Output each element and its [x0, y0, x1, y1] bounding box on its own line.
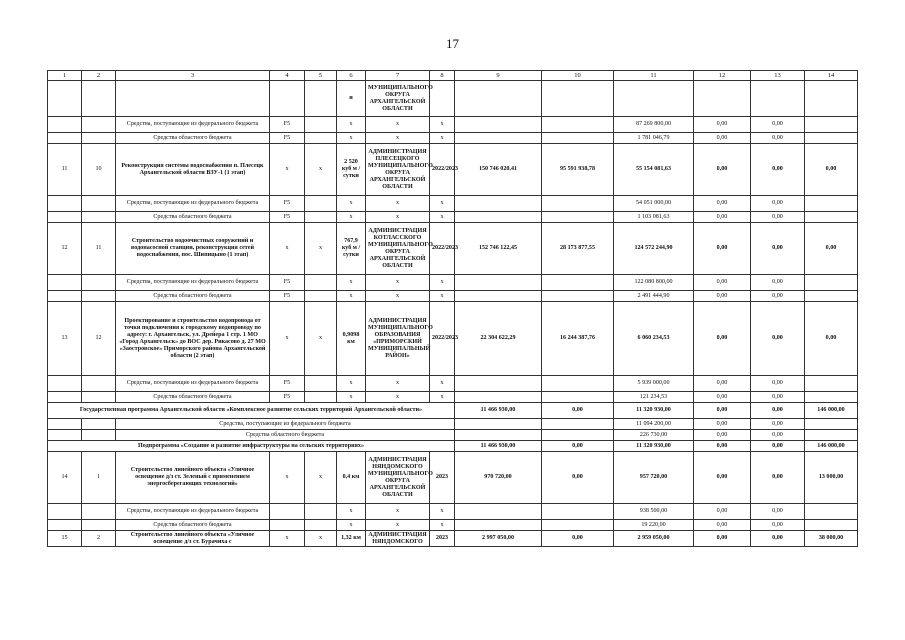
table-cell — [805, 504, 858, 520]
table-cell: 0,00 — [751, 133, 805, 144]
table-cell — [305, 520, 337, 531]
table-cell: 0,00 — [751, 196, 805, 212]
table-cell — [305, 196, 337, 212]
table-cell: 11 094 200,00 — [614, 419, 694, 430]
table-cell: 55 154 081,63 — [614, 144, 694, 196]
table-cell: 0,00 — [751, 392, 805, 403]
table-cell: x — [337, 196, 366, 212]
table-cell — [430, 81, 455, 117]
table-cell — [48, 212, 82, 223]
table-cell — [270, 520, 305, 531]
table-cell: 938 500,00 — [614, 504, 694, 520]
table-cell — [455, 117, 542, 133]
table-cell: 0,00 — [694, 196, 751, 212]
table-cell: x — [366, 196, 430, 212]
table-cell: Средства областного бюджета — [116, 133, 270, 144]
table-cell — [305, 376, 337, 392]
table-cell: x — [366, 504, 430, 520]
table-cell — [455, 376, 542, 392]
table-cell — [805, 392, 858, 403]
table-cell: 2 997 050,00 — [455, 531, 542, 547]
table-cell — [82, 291, 116, 302]
table-cell: 11 — [48, 144, 82, 196]
table-cell — [455, 419, 542, 430]
table-cell: 0,00 — [694, 275, 751, 291]
table-cell: x — [337, 376, 366, 392]
table-cell — [542, 419, 614, 430]
table-cell — [48, 291, 82, 302]
table-row — [48, 302, 858, 376]
table-row — [48, 452, 858, 504]
table-cell: x — [366, 291, 430, 302]
table-cell: 0,00 — [751, 302, 805, 376]
budget-table — [47, 70, 858, 547]
table-cell: x — [270, 302, 305, 376]
table-cell: F5 — [270, 275, 305, 291]
table-cell: 54 051 000,00 — [614, 196, 694, 212]
table-cell: x — [337, 117, 366, 133]
table-cell: x — [430, 133, 455, 144]
table-cell: 16 244 387,76 — [542, 302, 614, 376]
table-row — [48, 531, 858, 547]
table-row — [48, 430, 858, 441]
table-cell: 13 — [48, 302, 82, 376]
column-header: 11 — [614, 71, 694, 81]
table-row — [48, 81, 858, 117]
table-cell: 146 000,00 — [805, 403, 858, 419]
table-cell — [805, 291, 858, 302]
table-header-row — [48, 71, 858, 81]
table-cell: 150 746 020,41 — [455, 144, 542, 196]
table-cell: Реконструкция системы водоснабжения п. Плесецк Архангельской области ВЗУ-1 (1 этап) — [116, 144, 270, 196]
table-cell — [116, 81, 270, 117]
table-cell — [542, 392, 614, 403]
table-row — [48, 223, 858, 275]
table-cell: x — [430, 291, 455, 302]
table-cell — [455, 520, 542, 531]
table-cell: 0,00 — [751, 520, 805, 531]
table-cell: 2022/2023 — [430, 144, 455, 196]
table-cell — [542, 504, 614, 520]
table-cell — [48, 133, 82, 144]
table-cell — [270, 504, 305, 520]
table-cell — [305, 392, 337, 403]
table-cell: 0,00 — [694, 520, 751, 531]
table-cell: 2 959 050,00 — [614, 531, 694, 547]
table-row — [48, 275, 858, 291]
table-row — [48, 117, 858, 133]
table-cell — [455, 275, 542, 291]
table-cell: АДМИНИСТРАЦИЯ ПЛЕСЕЦКОГО МУНИЦИПАЛЬНОГО ОКРУГА АРХАНГЕЛЬСКОЙ ОБЛАСТИ — [366, 144, 430, 196]
table-cell: 1 — [82, 452, 116, 504]
table-cell — [455, 430, 542, 441]
table-cell — [805, 196, 858, 212]
table-cell: x — [305, 452, 337, 504]
table-cell — [82, 430, 116, 441]
table-cell — [542, 212, 614, 223]
table-row — [48, 291, 858, 302]
table-cell — [305, 81, 337, 117]
table-cell — [82, 376, 116, 392]
table-cell — [82, 196, 116, 212]
table-cell: x — [270, 531, 305, 547]
table-cell: Строительство линейного объекта «Уличное освещение д/з ст. Бурачиха с — [116, 531, 270, 547]
table-cell: 11 466 930,00 — [455, 403, 542, 419]
table-cell: Средства, поступающие из федерального бюджета — [116, 376, 270, 392]
table-cell: 0,00 — [694, 430, 751, 441]
table-cell: x — [366, 520, 430, 531]
table-cell: 22 304 622,29 — [455, 302, 542, 376]
table-cell — [805, 430, 858, 441]
table-cell: 11 466 930,00 — [455, 441, 542, 452]
table-cell: 124 572 244,90 — [614, 223, 694, 275]
table-cell — [270, 81, 305, 117]
table-cell — [614, 81, 694, 117]
table-cell: 12 — [48, 223, 82, 275]
table-cell: x — [430, 196, 455, 212]
table-cell: 2 491 444,90 — [614, 291, 694, 302]
table-cell: АДМИНИСТРАЦИЯ НЯНДОМСКОГО МУНИЦИПАЛЬНОГО ОКРУГА АРХАНГЕЛЬСКОЙ ОБЛАСТИ — [366, 452, 430, 504]
table-cell: 0,00 — [694, 441, 751, 452]
table-cell — [305, 117, 337, 133]
table-cell: 0,00 — [542, 452, 614, 504]
table-cell: 2022/2023 — [430, 223, 455, 275]
table-cell: F5 — [270, 392, 305, 403]
table-cell — [305, 212, 337, 223]
table-cell: x — [305, 531, 337, 547]
column-header: 8 — [430, 71, 455, 81]
table-cell: 0,00 — [751, 452, 805, 504]
table-cell: 0,4 км — [337, 452, 366, 504]
table-cell: 0,00 — [694, 144, 751, 196]
table-cell: Средства, поступающие из федерального бюджета — [116, 419, 455, 430]
table-cell: F5 — [270, 291, 305, 302]
table-cell: Средства, поступающие из федерального бюджета — [116, 504, 270, 520]
column-header: 9 — [455, 71, 542, 81]
table-cell — [82, 419, 116, 430]
table-cell: 0,00 — [805, 144, 858, 196]
table-cell — [542, 275, 614, 291]
table-cell: МУНИЦИПАЛЬНОГО ОКРУГА АРХАНГЕЛЬСКОЙ ОБЛАСТИ — [366, 81, 430, 117]
table-cell: 0,00 — [694, 504, 751, 520]
table-row — [48, 376, 858, 392]
table-cell: x — [366, 376, 430, 392]
table-cell: x — [337, 133, 366, 144]
table-cell: Средства, поступающие из федерального бюджета — [116, 196, 270, 212]
table-cell — [805, 81, 858, 117]
table-cell: 11 320 930,00 — [614, 403, 694, 419]
table-cell: x — [270, 223, 305, 275]
table-cell: 0,00 — [694, 223, 751, 275]
table-cell: x — [337, 291, 366, 302]
table-cell — [455, 291, 542, 302]
table-cell: 28 173 877,55 — [542, 223, 614, 275]
table-cell: 146 000,00 — [805, 441, 858, 452]
column-header: 14 — [805, 71, 858, 81]
table-cell: 0,00 — [694, 376, 751, 392]
table-cell: x — [430, 275, 455, 291]
table-cell — [805, 212, 858, 223]
table-cell: Средства областного бюджета — [116, 520, 270, 531]
table-cell: Средства, поступающие из федерального бюджета — [116, 275, 270, 291]
table-cell: 0,00 — [751, 376, 805, 392]
column-header: 2 — [82, 71, 116, 81]
table-cell: x — [270, 452, 305, 504]
table-cell: x — [430, 117, 455, 133]
table-cell — [694, 81, 751, 117]
table-row — [48, 419, 858, 430]
table-cell: 0,00 — [694, 302, 751, 376]
table-cell: 226 730,00 — [614, 430, 694, 441]
table-cell: 12 — [82, 302, 116, 376]
table-cell: 0,00 — [542, 531, 614, 547]
table-cell — [542, 133, 614, 144]
table-cell: 0,00 — [542, 441, 614, 452]
table-cell: 957 720,00 — [614, 452, 694, 504]
table-cell: 11 320 930,00 — [614, 441, 694, 452]
table-cell: 0,00 — [751, 504, 805, 520]
table-cell — [82, 392, 116, 403]
table-cell: 0,00 — [694, 133, 751, 144]
table-cell — [455, 212, 542, 223]
table-cell — [542, 196, 614, 212]
table-cell: 0,00 — [751, 223, 805, 275]
column-header: 3 — [116, 71, 270, 81]
table-cell: 0,00 — [751, 144, 805, 196]
column-header: 13 — [751, 71, 805, 81]
table-cell — [542, 520, 614, 531]
table-row — [48, 441, 858, 452]
table-cell: 10 — [82, 144, 116, 196]
table-cell: 1 781 046,79 — [614, 133, 694, 144]
table-row — [48, 133, 858, 144]
table-cell — [48, 81, 82, 117]
table-cell — [305, 275, 337, 291]
column-header: 1 — [48, 71, 82, 81]
table-cell: 87 269 800,00 — [614, 117, 694, 133]
table-cell: 5 939 000,00 — [614, 376, 694, 392]
table-cell: 13 000,00 — [805, 452, 858, 504]
table-cell: 1 103 081,63 — [614, 212, 694, 223]
table-cell: x — [337, 392, 366, 403]
table-cell — [305, 504, 337, 520]
table-cell — [48, 419, 82, 430]
table-cell — [48, 520, 82, 531]
table-cell — [82, 275, 116, 291]
table-cell — [805, 133, 858, 144]
table-cell — [805, 275, 858, 291]
table-cell: x — [270, 144, 305, 196]
page-number: 17 — [446, 36, 459, 51]
table-cell: x — [366, 133, 430, 144]
table-cell — [82, 117, 116, 133]
table-cell: x — [337, 520, 366, 531]
column-header: 5 — [305, 71, 337, 81]
table-cell: x — [430, 376, 455, 392]
table-cell: 2022/2023 — [430, 302, 455, 376]
table-cell: 2023 — [430, 452, 455, 504]
table-row — [48, 392, 858, 403]
table-cell — [305, 291, 337, 302]
table-cell: 0,00 — [694, 117, 751, 133]
table-cell — [455, 392, 542, 403]
table-cell — [805, 520, 858, 531]
table-cell: 0,9098 км — [337, 302, 366, 376]
table-cell — [82, 520, 116, 531]
table-cell: 0,00 — [751, 531, 805, 547]
table-cell: x — [366, 117, 430, 133]
table-cell — [542, 81, 614, 117]
table-cell: F5 — [270, 117, 305, 133]
table-cell: F5 — [270, 376, 305, 392]
table-cell: 11 — [82, 223, 116, 275]
column-header: 7 — [366, 71, 430, 81]
table-cell: 0,00 — [805, 223, 858, 275]
table-row — [48, 403, 858, 419]
table-cell: 2023 — [430, 531, 455, 547]
table-cell: 0,00 — [751, 403, 805, 419]
table-cell: АДМИНИСТРАЦИЯ НЯНДОМСКОГО — [366, 531, 430, 547]
table-cell: 6 060 234,53 — [614, 302, 694, 376]
table-cell — [48, 392, 82, 403]
table-cell: 0,00 — [694, 452, 751, 504]
table-cell: АДМИНИСТРАЦИЯ МУНИЦИПАЛЬНОГО ОБРАЗОВАНИЯ «ПРИМОРСКИЙ МУНИЦИПАЛЬНЫЙ РАЙОН» — [366, 302, 430, 376]
table-cell: Государственная программа Архангельской области «Комплексное развитие сельских территорий Архангельской области» — [48, 403, 455, 419]
table-cell: x — [430, 504, 455, 520]
table-cell: x — [305, 144, 337, 196]
table-cell: 0,00 — [751, 212, 805, 223]
table-cell: F5 — [270, 196, 305, 212]
table-cell — [455, 196, 542, 212]
table-cell: x — [337, 212, 366, 223]
table-cell: 0,00 — [751, 275, 805, 291]
table-cell — [48, 376, 82, 392]
table-cell: 2 520 куб м / сутки — [337, 144, 366, 196]
table-cell — [82, 504, 116, 520]
table-cell: 0,00 — [751, 291, 805, 302]
table-cell — [542, 376, 614, 392]
column-header: 6 — [337, 71, 366, 81]
table-cell — [48, 504, 82, 520]
table-cell: 0,00 — [751, 430, 805, 441]
table-cell: 121 234,53 — [614, 392, 694, 403]
table-cell: Строительство линейного объекта «Уличное освещение д/з ст. Зеленый с применением энергосберегающих технологий» — [116, 452, 270, 504]
table-cell — [82, 212, 116, 223]
table-cell: x — [366, 392, 430, 403]
table-cell: 0,00 — [694, 392, 751, 403]
table-cell: 152 746 122,45 — [455, 223, 542, 275]
table-cell — [805, 419, 858, 430]
table-cell: F5 — [270, 133, 305, 144]
table-cell — [805, 376, 858, 392]
table-cell — [82, 81, 116, 117]
table-row — [48, 196, 858, 212]
table-cell: 0,00 — [694, 419, 751, 430]
table-cell: 0,00 — [694, 291, 751, 302]
table-cell — [305, 133, 337, 144]
table-cell: x — [337, 275, 366, 291]
table-row — [48, 212, 858, 223]
table-cell: 0,00 — [694, 403, 751, 419]
table-cell: x — [430, 392, 455, 403]
table-cell — [455, 504, 542, 520]
table-cell — [455, 81, 542, 117]
table-cell — [82, 133, 116, 144]
table-cell: Средства областного бюджета — [116, 291, 270, 302]
table-cell — [542, 117, 614, 133]
table-cell: F5 — [270, 212, 305, 223]
table-cell — [48, 275, 82, 291]
table-cell: x — [305, 302, 337, 376]
table-cell: 95 591 938,78 — [542, 144, 614, 196]
table-cell: 38 000,00 — [805, 531, 858, 547]
table-cell: 0,00 — [751, 419, 805, 430]
table-cell — [48, 196, 82, 212]
table-cell: x — [305, 223, 337, 275]
table-cell: Подпрограмма «Создание и развитие инфраструктуры на сельских территориях» — [48, 441, 455, 452]
table-cell: 0,00 — [751, 117, 805, 133]
table-cell: и — [337, 81, 366, 117]
table-cell: 0,00 — [694, 531, 751, 547]
table-cell: Строительство водоочистных сооружений и водонасосной станции, реконструкция сетей водоснабжения, пос. Шипицыно (1 этап) — [116, 223, 270, 275]
table-cell: x — [366, 275, 430, 291]
table-cell: 970 720,00 — [455, 452, 542, 504]
table-cell: 0,00 — [751, 441, 805, 452]
table-cell: Средства, поступающие из федерального бюджета — [116, 117, 270, 133]
table-cell — [455, 133, 542, 144]
table-cell — [751, 81, 805, 117]
table-cell: 122 080 800,00 — [614, 275, 694, 291]
column-header: 4 — [270, 71, 305, 81]
table-cell — [48, 430, 82, 441]
table-cell: x — [337, 504, 366, 520]
table-row — [48, 520, 858, 531]
table-cell: 15 — [48, 531, 82, 547]
table-cell: x — [430, 520, 455, 531]
table-cell: 19 220,00 — [614, 520, 694, 531]
table-row — [48, 504, 858, 520]
table-cell: x — [430, 212, 455, 223]
table-cell: Средства областного бюджета — [116, 392, 270, 403]
table-cell — [48, 117, 82, 133]
table-cell: 0,00 — [805, 302, 858, 376]
table-cell: 0,00 — [694, 212, 751, 223]
table-cell — [805, 117, 858, 133]
table-row — [48, 144, 858, 196]
table-cell: 14 — [48, 452, 82, 504]
table-cell: 0,00 — [542, 403, 614, 419]
table-cell: Средства областного бюджета — [116, 430, 455, 441]
table-cell: 1,32 км — [337, 531, 366, 547]
column-header: 10 — [542, 71, 614, 81]
column-header: 12 — [694, 71, 751, 81]
table-cell — [542, 430, 614, 441]
table-cell: АДМИНИСТРАЦИЯ КОТЛАССКОГО МУНИЦИПАЛЬНОГО ОКРУГА АРХАНГЕЛЬСКОЙ ОБЛАСТИ — [366, 223, 430, 275]
table-cell: 767,9 куб м / сутки — [337, 223, 366, 275]
table-cell: Средства областного бюджета — [116, 212, 270, 223]
table-cell: 2 — [82, 531, 116, 547]
table-cell: Проектирование и строительство водопровода от точки подключения к городскому водопроводу по адресу: г. Архангельск, ул. Дрейера 1 стр. 1 МО «Город Архангельск» до ВОС дер. Рикасово д. 27 МО «Заостровское» Приморского района Архангельской области (2 этап) — [116, 302, 270, 376]
table-cell: x — [366, 212, 430, 223]
table-cell — [542, 291, 614, 302]
